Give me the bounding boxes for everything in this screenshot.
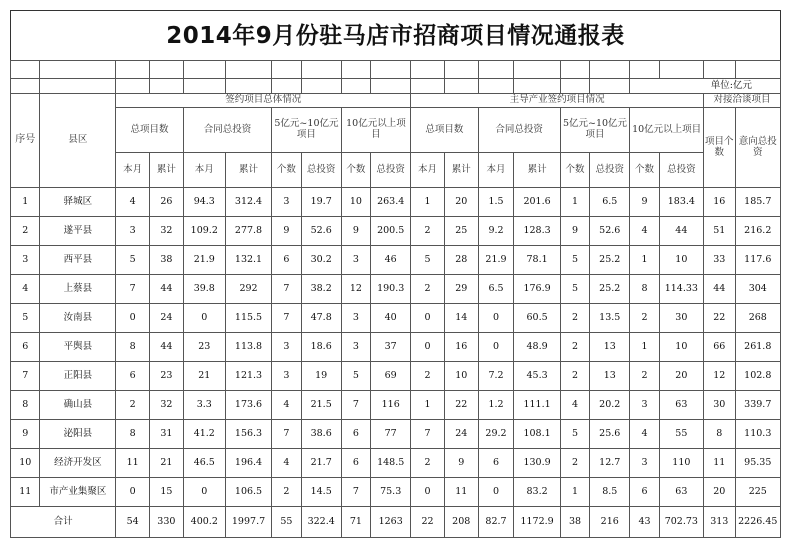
table-cell: 6 — [341, 449, 370, 478]
table-cell: 4 — [272, 391, 301, 420]
table-row — [11, 304, 781, 333]
table-cell: 128.3 — [514, 217, 560, 246]
table-cell: 51 — [703, 217, 735, 246]
table-cell: 1172.9 — [514, 507, 560, 538]
table-cell: 1 — [411, 188, 445, 217]
table-cell: 208 — [444, 507, 478, 538]
table-cell: 13 — [590, 333, 630, 362]
table-cell: 2 — [411, 449, 445, 478]
table-cell: 0 — [478, 304, 514, 333]
row-number: 5 — [11, 304, 40, 333]
table-cell: 21.7 — [301, 449, 341, 478]
table-cell: 1 — [630, 333, 659, 362]
row-county: 市产业集聚区 — [40, 478, 116, 507]
table-cell: 292 — [225, 275, 271, 304]
table-cell: 1997.7 — [225, 507, 271, 538]
row-county: 正阳县 — [40, 362, 116, 391]
header-negotiating: 对接洽谈项目 — [703, 94, 780, 108]
table-cell: 6 — [630, 478, 659, 507]
header-county: 县区 — [40, 94, 116, 188]
table-cell: 400.2 — [183, 507, 225, 538]
table-cell: 21 — [183, 362, 225, 391]
table-cell: 5 — [116, 246, 150, 275]
table-cell: 24 — [150, 304, 184, 333]
table-cell: 37 — [371, 333, 411, 362]
header-total-investment: 总投资 — [590, 153, 630, 188]
table-cell: 2 — [411, 217, 445, 246]
table-cell: 225 — [735, 478, 780, 507]
header-this-month: 本月 — [183, 153, 225, 188]
table-cell: 6 — [116, 362, 150, 391]
header-main-range-5-10: 5亿元~10亿元项目 — [560, 108, 630, 153]
table-cell: 75.3 — [371, 478, 411, 507]
table-cell: 11 — [444, 478, 478, 507]
table-cell: 106.5 — [225, 478, 271, 507]
table-cell: 5 — [560, 246, 589, 275]
table-cell: 78.1 — [514, 246, 560, 275]
table-cell: 16 — [703, 188, 735, 217]
table-cell: 25.2 — [590, 246, 630, 275]
table-cell: 71 — [341, 507, 370, 538]
table-cell: 109.2 — [183, 217, 225, 246]
table-cell: 39.8 — [183, 275, 225, 304]
table-cell: 46 — [371, 246, 411, 275]
table-cell: 6 — [341, 420, 370, 449]
table-cell: 31 — [150, 420, 184, 449]
table-cell: 94.3 — [183, 188, 225, 217]
table-cell: 69 — [371, 362, 411, 391]
table-row — [11, 217, 781, 246]
table-cell: 3.3 — [183, 391, 225, 420]
table-cell: 8 — [703, 420, 735, 449]
table-cell: 339.7 — [735, 391, 780, 420]
table-cell: 22 — [703, 304, 735, 333]
table-cell: 1 — [560, 188, 589, 217]
header-above-10: 10亿元以上项目 — [341, 108, 411, 153]
table-cell: 11 — [116, 449, 150, 478]
table-cell: 4 — [560, 391, 589, 420]
table-cell: 25.2 — [590, 275, 630, 304]
report-title: 2014年9月份驻马店市招商项目情况通报表 — [10, 10, 781, 60]
table-cell: 44 — [703, 275, 735, 304]
table-cell: 55 — [272, 507, 301, 538]
header-total-projects: 总项目数 — [116, 108, 183, 153]
table-cell: 7.2 — [478, 362, 514, 391]
table-cell: 2 — [560, 362, 589, 391]
table-cell: 132.1 — [225, 246, 271, 275]
table-row — [11, 246, 781, 275]
table-cell: 2 — [630, 304, 659, 333]
header-this-month: 本月 — [411, 153, 445, 188]
row-county: 遂平县 — [40, 217, 116, 246]
table-cell: 5 — [411, 246, 445, 275]
table-cell: 130.9 — [514, 449, 560, 478]
table-cell: 13 — [590, 362, 630, 391]
table-cell: 30.2 — [301, 246, 341, 275]
unit-label: 单位:亿元 — [630, 79, 781, 94]
row-number: 3 — [11, 246, 40, 275]
table-row — [11, 420, 781, 449]
header-cumulative: 累计 — [150, 153, 184, 188]
table-cell: 6.5 — [478, 275, 514, 304]
header-intended-investment: 意向总投资 — [735, 108, 780, 188]
table-cell: 4 — [272, 449, 301, 478]
table-cell: 110.3 — [735, 420, 780, 449]
table-cell: 268 — [735, 304, 780, 333]
table-row — [11, 478, 781, 507]
row-number: 6 — [11, 333, 40, 362]
header-count: 个数 — [630, 153, 659, 188]
table-cell: 48.9 — [514, 333, 560, 362]
table-cell: 9 — [272, 217, 301, 246]
table-cell: 116 — [371, 391, 411, 420]
table-cell: 176.9 — [514, 275, 560, 304]
table-cell: 95.35 — [735, 449, 780, 478]
table-cell: 216 — [590, 507, 630, 538]
table-cell: 21.5 — [301, 391, 341, 420]
table-cell: 83.2 — [514, 478, 560, 507]
table-cell: 10 — [444, 362, 478, 391]
table-cell: 32 — [150, 391, 184, 420]
table-cell: 1.2 — [478, 391, 514, 420]
header-count: 个数 — [272, 153, 301, 188]
table-cell: 0 — [116, 478, 150, 507]
table-cell: 9 — [630, 188, 659, 217]
header-count: 个数 — [341, 153, 370, 188]
table-cell: 6 — [272, 246, 301, 275]
table-cell: 52.6 — [590, 217, 630, 246]
table-cell: 10 — [659, 246, 703, 275]
table-cell: 196.4 — [225, 449, 271, 478]
table-cell: 32 — [150, 217, 184, 246]
table-cell: 3 — [272, 188, 301, 217]
table-cell: 38.6 — [301, 420, 341, 449]
table-cell: 77 — [371, 420, 411, 449]
table-cell: 44 — [150, 275, 184, 304]
table-cell: 173.6 — [225, 391, 271, 420]
table-cell: 20.2 — [590, 391, 630, 420]
table-cell: 66 — [703, 333, 735, 362]
table-cell: 52.6 — [301, 217, 341, 246]
row-county: 汝南县 — [40, 304, 116, 333]
row-county: 泌阳县 — [40, 420, 116, 449]
table-cell: 0 — [411, 304, 445, 333]
table-cell: 0 — [411, 333, 445, 362]
row-number: 7 — [11, 362, 40, 391]
table-cell: 19 — [301, 362, 341, 391]
table-cell: 25.6 — [590, 420, 630, 449]
row-number: 10 — [11, 449, 40, 478]
header-main-total-projects: 总项目数 — [411, 108, 478, 153]
table-cell: 29 — [444, 275, 478, 304]
total-row — [11, 507, 781, 538]
table-cell: 3 — [272, 362, 301, 391]
table-cell: 277.8 — [225, 217, 271, 246]
blank-row — [11, 61, 781, 79]
table-cell: 44 — [150, 333, 184, 362]
table-cell: 38 — [150, 246, 184, 275]
row-county: 驿城区 — [40, 188, 116, 217]
table-cell: 121.3 — [225, 362, 271, 391]
header-row-3 — [11, 153, 781, 188]
table-cell: 60.5 — [514, 304, 560, 333]
table-cell: 15 — [150, 478, 184, 507]
header-this-month: 本月 — [116, 153, 150, 188]
table-cell: 21 — [150, 449, 184, 478]
table-cell: 25 — [444, 217, 478, 246]
header-this-month: 本月 — [478, 153, 514, 188]
table-cell: 46.5 — [183, 449, 225, 478]
report-table — [10, 60, 781, 538]
table-cell: 1 — [630, 246, 659, 275]
table-cell: 1.5 — [478, 188, 514, 217]
table-cell: 201.6 — [514, 188, 560, 217]
table-cell: 2 — [560, 304, 589, 333]
table-cell: 108.1 — [514, 420, 560, 449]
table-cell: 33 — [703, 246, 735, 275]
table-cell: 7 — [272, 420, 301, 449]
table-cell: 22 — [411, 507, 445, 538]
table-cell: 115.5 — [225, 304, 271, 333]
table-cell: 4 — [116, 188, 150, 217]
table-cell: 30 — [703, 391, 735, 420]
header-row-1 — [11, 94, 781, 108]
row-number: 2 — [11, 217, 40, 246]
table-cell: 2226.45 — [735, 507, 780, 538]
table-cell: 12 — [703, 362, 735, 391]
header-project-count: 项目个数 — [703, 108, 735, 188]
table-cell: 13.5 — [590, 304, 630, 333]
table-cell: 38.2 — [301, 275, 341, 304]
table-cell: 7 — [411, 420, 445, 449]
header-range-5-10: 5亿元~10亿元项目 — [272, 108, 342, 153]
table-cell: 5 — [560, 420, 589, 449]
table-cell: 200.5 — [371, 217, 411, 246]
table-cell: 19.7 — [301, 188, 341, 217]
header-main-industry: 主导产业签约项目情况 — [411, 94, 704, 108]
header-cumulative: 累计 — [444, 153, 478, 188]
table-cell: 156.3 — [225, 420, 271, 449]
table-cell: 117.6 — [735, 246, 780, 275]
report-sheet — [10, 10, 781, 538]
table-cell: 263.4 — [371, 188, 411, 217]
table-cell: 45.3 — [514, 362, 560, 391]
table-cell: 216.2 — [735, 217, 780, 246]
table-cell: 3 — [341, 333, 370, 362]
table-cell: 9 — [444, 449, 478, 478]
table-cell: 3 — [272, 333, 301, 362]
table-cell: 6 — [478, 449, 514, 478]
table-cell: 2 — [560, 449, 589, 478]
table-cell: 110 — [659, 449, 703, 478]
table-cell: 20 — [659, 362, 703, 391]
table-cell: 20 — [703, 478, 735, 507]
table-cell: 113.8 — [225, 333, 271, 362]
header-total-investment: 总投资 — [301, 153, 341, 188]
table-cell: 24 — [444, 420, 478, 449]
table-cell: 14.5 — [301, 478, 341, 507]
header-main-above-10: 10亿元以上项目 — [630, 108, 704, 153]
table-cell: 1 — [560, 478, 589, 507]
table-cell: 38 — [560, 507, 589, 538]
unit-row — [11, 79, 781, 94]
table-cell: 21.9 — [478, 246, 514, 275]
table-cell: 7 — [272, 275, 301, 304]
table-cell: 40 — [371, 304, 411, 333]
table-cell: 41.2 — [183, 420, 225, 449]
table-cell: 10 — [659, 333, 703, 362]
table-cell: 2 — [560, 333, 589, 362]
table-cell: 102.8 — [735, 362, 780, 391]
table-cell: 20 — [444, 188, 478, 217]
table-cell: 28 — [444, 246, 478, 275]
table-cell: 3 — [341, 304, 370, 333]
table-cell: 14 — [444, 304, 478, 333]
table-cell: 2 — [116, 391, 150, 420]
table-cell: 0 — [183, 478, 225, 507]
table-cell: 82.7 — [478, 507, 514, 538]
table-cell: 4 — [630, 217, 659, 246]
header-cumulative: 累计 — [225, 153, 271, 188]
table-cell: 12 — [341, 275, 370, 304]
table-cell: 44 — [659, 217, 703, 246]
table-cell: 261.8 — [735, 333, 780, 362]
table-cell: 7 — [272, 304, 301, 333]
table-cell: 9.2 — [478, 217, 514, 246]
table-cell: 47.8 — [301, 304, 341, 333]
table-cell: 0 — [116, 304, 150, 333]
table-cell: 114.33 — [659, 275, 703, 304]
header-contract-investment: 合同总投资 — [183, 108, 271, 153]
table-cell: 8 — [116, 333, 150, 362]
table-cell: 4 — [630, 420, 659, 449]
row-county: 经济开发区 — [40, 449, 116, 478]
table-cell: 3 — [630, 449, 659, 478]
table-row — [11, 362, 781, 391]
row-county: 上蔡县 — [40, 275, 116, 304]
header-count: 个数 — [560, 153, 589, 188]
table-cell: 63 — [659, 478, 703, 507]
table-cell: 0 — [478, 478, 514, 507]
table-cell: 2 — [272, 478, 301, 507]
table-row — [11, 188, 781, 217]
header-seq: 序号 — [11, 94, 40, 188]
table-cell: 26 — [150, 188, 184, 217]
header-total-investment: 总投资 — [371, 153, 411, 188]
table-cell: 1 — [411, 391, 445, 420]
table-cell: 111.1 — [514, 391, 560, 420]
table-cell: 2 — [411, 362, 445, 391]
table-cell: 2 — [411, 275, 445, 304]
table-cell: 2 — [630, 362, 659, 391]
table-cell: 63 — [659, 391, 703, 420]
table-row — [11, 333, 781, 362]
table-cell: 9 — [341, 217, 370, 246]
row-county: 西平县 — [40, 246, 116, 275]
table-cell: 313 — [703, 507, 735, 538]
row-number: 11 — [11, 478, 40, 507]
table-cell: 330 — [150, 507, 184, 538]
table-cell: 0 — [478, 333, 514, 362]
table-cell: 190.3 — [371, 275, 411, 304]
table-cell: 322.4 — [301, 507, 341, 538]
row-county: 平舆县 — [40, 333, 116, 362]
table-cell: 21.9 — [183, 246, 225, 275]
table-cell: 6.5 — [590, 188, 630, 217]
table-cell: 0 — [183, 304, 225, 333]
row-number: 9 — [11, 420, 40, 449]
table-cell: 148.5 — [371, 449, 411, 478]
table-cell: 23 — [150, 362, 184, 391]
table-cell: 18.6 — [301, 333, 341, 362]
table-cell: 185.7 — [735, 188, 780, 217]
row-number: 1 — [11, 188, 40, 217]
table-cell: 3 — [116, 217, 150, 246]
table-cell: 16 — [444, 333, 478, 362]
header-row-2 — [11, 108, 781, 153]
table-cell: 304 — [735, 275, 780, 304]
table-cell: 7 — [341, 478, 370, 507]
row-county: 确山县 — [40, 391, 116, 420]
table-cell: 3 — [630, 391, 659, 420]
table-cell: 10 — [341, 188, 370, 217]
table-cell: 0 — [411, 478, 445, 507]
table-row — [11, 275, 781, 304]
table-cell: 9 — [560, 217, 589, 246]
table-cell: 5 — [560, 275, 589, 304]
table-cell: 8 — [116, 420, 150, 449]
table-cell: 7 — [116, 275, 150, 304]
total-label: 合计 — [11, 507, 116, 538]
table-cell: 12.7 — [590, 449, 630, 478]
table-cell: 29.2 — [478, 420, 514, 449]
table-cell: 702.73 — [659, 507, 703, 538]
table-cell: 5 — [341, 362, 370, 391]
header-cumulative: 累计 — [514, 153, 560, 188]
table-row — [11, 449, 781, 478]
table-cell: 8.5 — [590, 478, 630, 507]
table-cell: 22 — [444, 391, 478, 420]
table-cell: 183.4 — [659, 188, 703, 217]
table-cell: 23 — [183, 333, 225, 362]
row-number: 4 — [11, 275, 40, 304]
header-total-investment: 总投资 — [659, 153, 703, 188]
table-cell: 312.4 — [225, 188, 271, 217]
header-signed-overall: 签约项目总体情况 — [116, 94, 411, 108]
table-cell: 54 — [116, 507, 150, 538]
header-main-contract-investment: 合同总投资 — [478, 108, 560, 153]
table-cell: 30 — [659, 304, 703, 333]
row-number: 8 — [11, 391, 40, 420]
table-cell: 7 — [341, 391, 370, 420]
table-cell: 8 — [630, 275, 659, 304]
table-cell: 43 — [630, 507, 659, 538]
table-cell: 1263 — [371, 507, 411, 538]
table-row — [11, 391, 781, 420]
table-cell: 11 — [703, 449, 735, 478]
table-cell: 3 — [341, 246, 370, 275]
table-cell: 55 — [659, 420, 703, 449]
